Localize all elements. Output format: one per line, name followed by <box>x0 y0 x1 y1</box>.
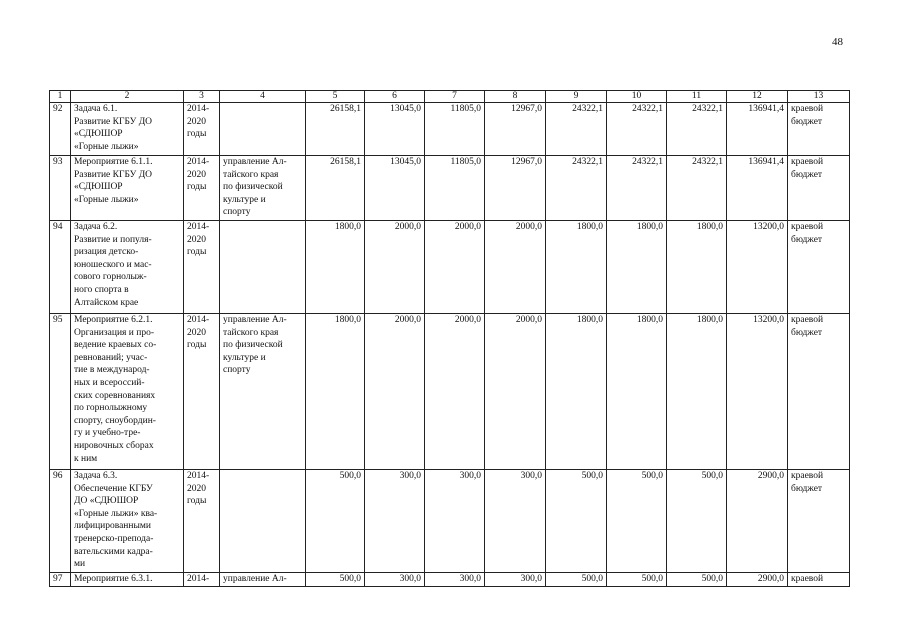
total-cell: 2900,0 <box>727 573 788 587</box>
row-number: 93 <box>50 156 71 221</box>
funding-source-cell: краевой бюджет <box>788 470 850 573</box>
table-row <box>50 573 850 587</box>
header-cell: 12 <box>727 91 788 103</box>
value-cell: 1800,0 <box>607 314 667 470</box>
executor-cell <box>220 470 306 573</box>
row-number: 96 <box>50 470 71 573</box>
header-cell: 2 <box>71 91 184 103</box>
value-cell: 2000,0 <box>425 314 485 470</box>
total-cell: 136941,4 <box>727 103 788 156</box>
value-cell: 1800,0 <box>306 221 365 314</box>
page-number: 48 <box>832 36 843 48</box>
value-cell: 26158,1 <box>306 156 365 221</box>
executor-cell <box>220 221 306 314</box>
value-cell: 300,0 <box>365 470 425 573</box>
header-cell: 13 <box>788 91 850 103</box>
value-cell: 24322,1 <box>546 103 607 156</box>
value-cell: 300,0 <box>425 573 485 587</box>
value-cell: 300,0 <box>485 470 546 573</box>
funding-source-cell: краевой бюджет <box>788 156 850 221</box>
total-cell: 13200,0 <box>727 221 788 314</box>
value-cell: 2000,0 <box>485 221 546 314</box>
period-cell: 2014- 2020 годы <box>184 103 220 156</box>
header-cell: 1 <box>50 91 71 103</box>
executor-cell: управление Ал- тайского края по физической культуре и спорту <box>220 314 306 470</box>
value-cell: 500,0 <box>546 573 607 587</box>
value-cell: 13045,0 <box>365 156 425 221</box>
header-cell: 8 <box>485 91 546 103</box>
value-cell: 2000,0 <box>365 221 425 314</box>
period-cell: 2014- 2020 годы <box>184 470 220 573</box>
header-cell: 4 <box>220 91 306 103</box>
period-cell: 2014- 2020 годы <box>184 156 220 221</box>
value-cell: 500,0 <box>306 573 365 587</box>
executor-cell <box>220 103 306 156</box>
budget-table <box>49 90 850 587</box>
value-cell: 11805,0 <box>425 103 485 156</box>
value-cell: 24322,1 <box>607 156 667 221</box>
value-cell: 1800,0 <box>306 314 365 470</box>
funding-source-cell: краевой бюджет <box>788 221 850 314</box>
value-cell: 24322,1 <box>607 103 667 156</box>
value-cell: 1800,0 <box>546 221 607 314</box>
executor-cell: управление Ал- тайского края по физической культуре и спорту <box>220 156 306 221</box>
row-number: 95 <box>50 314 71 470</box>
period-cell: 2014- <box>184 573 220 587</box>
value-cell: 24322,1 <box>546 156 607 221</box>
value-cell: 500,0 <box>546 470 607 573</box>
value-cell: 2000,0 <box>485 314 546 470</box>
activity-name: Задача 6.1. Развитие КГБУ ДО «СДЮШОР «Горные лыжи» <box>71 103 184 156</box>
header-cell: 11 <box>667 91 727 103</box>
activity-name: Мероприятие 6.2.1. Организация и про- ведение краевых со- ревнований; учас- тие в международ- ных и всероссий- ских соревнованиях по горнолыжному спорту, сноубордин- гу и учебно-тре- нировочных сборах к ним <box>71 314 184 470</box>
column-number-row <box>50 91 850 103</box>
total-cell: 136941,4 <box>727 156 788 221</box>
activity-name: Мероприятие 6.1.1. Развитие КГБУ ДО «СДЮШОР «Горные лыжи» <box>71 156 184 221</box>
total-cell: 13200,0 <box>727 314 788 470</box>
value-cell: 500,0 <box>667 573 727 587</box>
value-cell: 500,0 <box>667 470 727 573</box>
header-cell: 9 <box>546 91 607 103</box>
value-cell: 2000,0 <box>365 314 425 470</box>
activity-name: Задача 6.3. Обеспечение КГБУ ДО «СДЮШОР «Горные лыжи» ква- лифицированными тренерско-препода- вательскими кадра- ми <box>71 470 184 573</box>
value-cell: 300,0 <box>485 573 546 587</box>
period-cell: 2014- 2020 годы <box>184 221 220 314</box>
value-cell: 11805,0 <box>425 156 485 221</box>
funding-source-cell: краевой бюджет <box>788 103 850 156</box>
value-cell: 24322,1 <box>667 103 727 156</box>
value-cell: 1800,0 <box>667 314 727 470</box>
value-cell: 2000,0 <box>425 221 485 314</box>
value-cell: 300,0 <box>425 470 485 573</box>
value-cell: 300,0 <box>365 573 425 587</box>
value-cell: 13045,0 <box>365 103 425 156</box>
value-cell: 1800,0 <box>607 221 667 314</box>
period-cell: 2014- 2020 годы <box>184 314 220 470</box>
value-cell: 12967,0 <box>485 156 546 221</box>
funding-source-cell: краевой <box>788 573 850 587</box>
value-cell: 500,0 <box>607 470 667 573</box>
row-number: 94 <box>50 221 71 314</box>
row-number: 92 <box>50 103 71 156</box>
funding-source-cell: краевой бюджет <box>788 314 850 470</box>
table-row <box>50 221 850 314</box>
value-cell: 12967,0 <box>485 103 546 156</box>
value-cell: 1800,0 <box>667 221 727 314</box>
table-row <box>50 103 850 156</box>
header-cell: 6 <box>365 91 425 103</box>
value-cell: 26158,1 <box>306 103 365 156</box>
header-cell: 7 <box>425 91 485 103</box>
value-cell: 24322,1 <box>667 156 727 221</box>
header-cell: 3 <box>184 91 220 103</box>
activity-name: Мероприятие 6.3.1. <box>71 573 184 587</box>
activity-name: Задача 6.2. Развитие и популя- ризация детско- юношеского и мас- сового горнолыж- ного спорта в Алтайском крае <box>71 221 184 314</box>
row-number: 97 <box>50 573 71 587</box>
table-row <box>50 314 850 470</box>
value-cell: 500,0 <box>607 573 667 587</box>
header-cell: 5 <box>306 91 365 103</box>
table-row <box>50 470 850 573</box>
total-cell: 2900,0 <box>727 470 788 573</box>
header-cell: 10 <box>607 91 667 103</box>
table-row <box>50 156 850 221</box>
value-cell: 500,0 <box>306 470 365 573</box>
value-cell: 1800,0 <box>546 314 607 470</box>
executor-cell: управление Ал- <box>220 573 306 587</box>
